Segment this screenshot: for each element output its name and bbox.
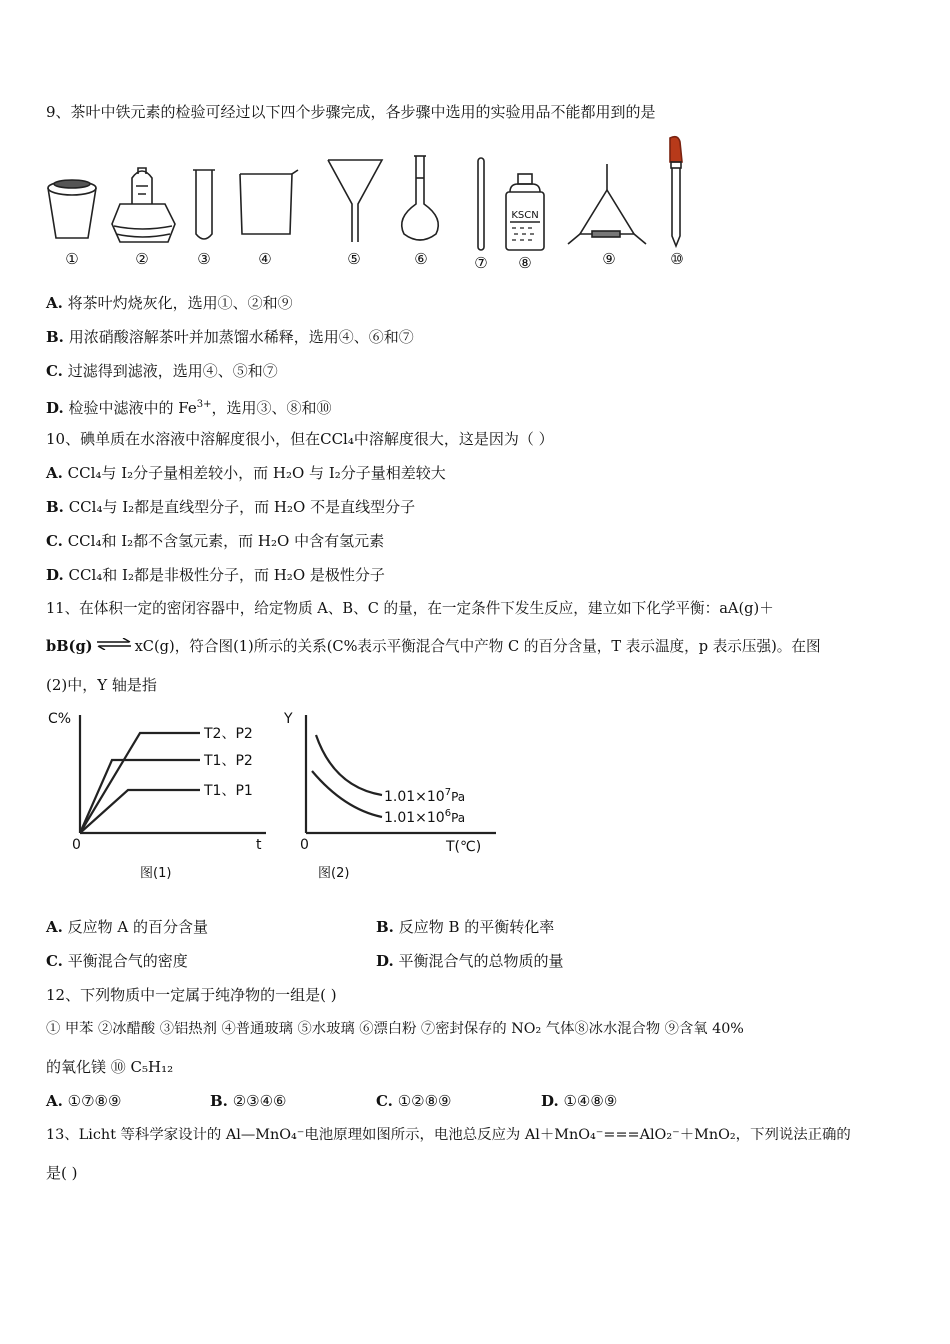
q9-stem: 9、茶叶中铁元素的检验可经过以下四个步骤完成，各步骤中选用的实验用品不能都用到的是 xyxy=(46,103,656,121)
fig2-ylabel: Y xyxy=(284,711,293,727)
q9-option-a: A. 将茶叶灼烧灰化，选用①、②和⑨ xyxy=(46,294,293,312)
q11-option-d: D. 平衡混合气的总物质的量 xyxy=(376,952,564,970)
fig2-xlabel: T(℃) xyxy=(446,839,482,855)
q9-apparatus-figure xyxy=(40,134,760,274)
fig1-caption: 图(1) xyxy=(140,866,172,881)
apparatus-label: ⑩ xyxy=(670,250,684,268)
q13-stem-line2: 是( ) xyxy=(46,1164,78,1182)
fig2-curve-label: $1.01\times 10^6Pa$ xyxy=(384,808,466,826)
q12-items-line1: ① 甲苯 ②冰醋酸 ③铝热剂 ④普通玻璃 ⑤水玻璃 ⑥漂白粉 ⑦密封保存的 NO₂ 气体⑧冰水混合物 ⑨含氧 40% xyxy=(46,1021,744,1037)
fig2-curve-label: $1.01\times 10^7Pa$ xyxy=(384,787,466,805)
apparatus-label: ⑥ xyxy=(414,250,428,268)
apparatus-label: ⑧ xyxy=(518,254,532,272)
fig1-ylabel: C% xyxy=(48,711,72,727)
q12-option-b: B. ②③④⑥ xyxy=(210,1092,287,1110)
fig1-curve xyxy=(80,760,200,833)
fig2-caption: 图(2) xyxy=(318,866,350,881)
q10-stem: 10、碘单质在水溶液中溶解度很小，但在CCl₄中溶解度很大，这是因为（ ） xyxy=(46,430,554,448)
q12-items-line2: 的氧化镁 ⑩ C₅H₁₂ xyxy=(46,1058,174,1076)
fig1-xlabel: t xyxy=(256,837,262,853)
q11-option-a: A. 反应物 A 的百分含量 xyxy=(46,918,209,936)
q10-option-a: A. CCl₄与 I₂分子量相差较小，而 H₂O 与 I₂分子量相差较大 xyxy=(46,464,446,482)
q11-option-c: C. 平衡混合气的密度 xyxy=(46,952,188,970)
q12-option-a: A. ①⑦⑧⑨ xyxy=(46,1092,122,1110)
q11-stem-line3: (2)中，Y 轴是指 xyxy=(46,676,157,694)
q10-option-d: D. CCl₄和 I₂都是非极性分子，而 H₂O 是极性分子 xyxy=(46,566,385,584)
apparatus-label: ⑤ xyxy=(347,250,361,268)
q9-option-c: C. 过滤得到滤液，选用④、⑤和⑦ xyxy=(46,362,278,380)
funnel-icon xyxy=(328,160,382,242)
fig1-curve-label: T2、P2 xyxy=(204,726,253,742)
crucible-icon xyxy=(48,180,96,238)
fig1-curve-label: T1、P2 xyxy=(204,753,253,769)
clay-triangle-icon xyxy=(568,164,646,244)
q11-figure xyxy=(44,705,504,885)
fig1-origin: 0 xyxy=(72,837,81,853)
q12-option-d: D. ①④⑧⑨ xyxy=(541,1092,618,1110)
fig2-origin: 0 xyxy=(300,837,309,853)
q12-option-c: C. ①②⑧⑨ xyxy=(376,1092,452,1110)
q10-option-c: C. CCl₄和 I₂都不含氢元素，而 H₂O 中含有氢元素 xyxy=(46,532,385,550)
apparatus-label: ① xyxy=(65,250,79,268)
dropper-icon xyxy=(670,137,682,246)
volumetric-flask-icon xyxy=(402,156,439,240)
equilibrium-arrow-icon xyxy=(95,638,133,650)
beaker-icon xyxy=(240,170,298,234)
glass-rod-icon xyxy=(478,158,484,250)
q11-option-b: B. 反应物 B 的平衡转化率 xyxy=(376,918,555,936)
q9-option-b: B. 用浓硝酸溶解茶叶并加蒸馏水稀释，选用④、⑥和⑦ xyxy=(46,328,414,346)
q11-stem-line1: 11、在体积一定的密闭容器中，给定物质 A、B、C 的量，在一定条件下发生反应，建立如下化学平衡：aA(g)＋ xyxy=(46,600,774,617)
apparatus-label: ③ xyxy=(197,250,211,268)
reagent-label: KSCN xyxy=(511,210,539,221)
test-tube-icon xyxy=(193,170,215,239)
apparatus-label: ⑦ xyxy=(474,254,488,272)
apparatus-label: ② xyxy=(135,250,149,268)
fig1-curve xyxy=(80,790,200,833)
apparatus-label: ⑨ xyxy=(602,250,616,268)
apparatus-label: ④ xyxy=(258,250,272,268)
q11-stem-line2: bB(g) xC(g)，符合图(1)所示的关系(C%表示平衡混合气中产物 C 的百分含量，T 表示温度，p 表示压强)。在图 xyxy=(46,638,821,655)
q10-option-b: B. CCl₄与 I₂都是直线型分子，而 H₂O 不是直线型分子 xyxy=(46,498,416,516)
fig1-curve-label: T1、P1 xyxy=(204,783,253,799)
alcohol-lamp-icon xyxy=(112,168,175,242)
fig2-curve xyxy=(312,771,382,817)
q9-option-d: D. 检验中滤液中的 $Fe^{3+}$，选用③、⑧和⑩ xyxy=(46,399,332,417)
q13-stem-line1: 13、Licht 等科学家设计的 Al—MnO₄⁻电池原理如图所示，电池总反应为 Al＋MnO₄⁻===AlO₂⁻＋MnO₂，下列说法正确的 xyxy=(46,1127,851,1143)
q12-stem: 12、下列物质中一定属于纯净物的一组是( ) xyxy=(46,986,337,1004)
